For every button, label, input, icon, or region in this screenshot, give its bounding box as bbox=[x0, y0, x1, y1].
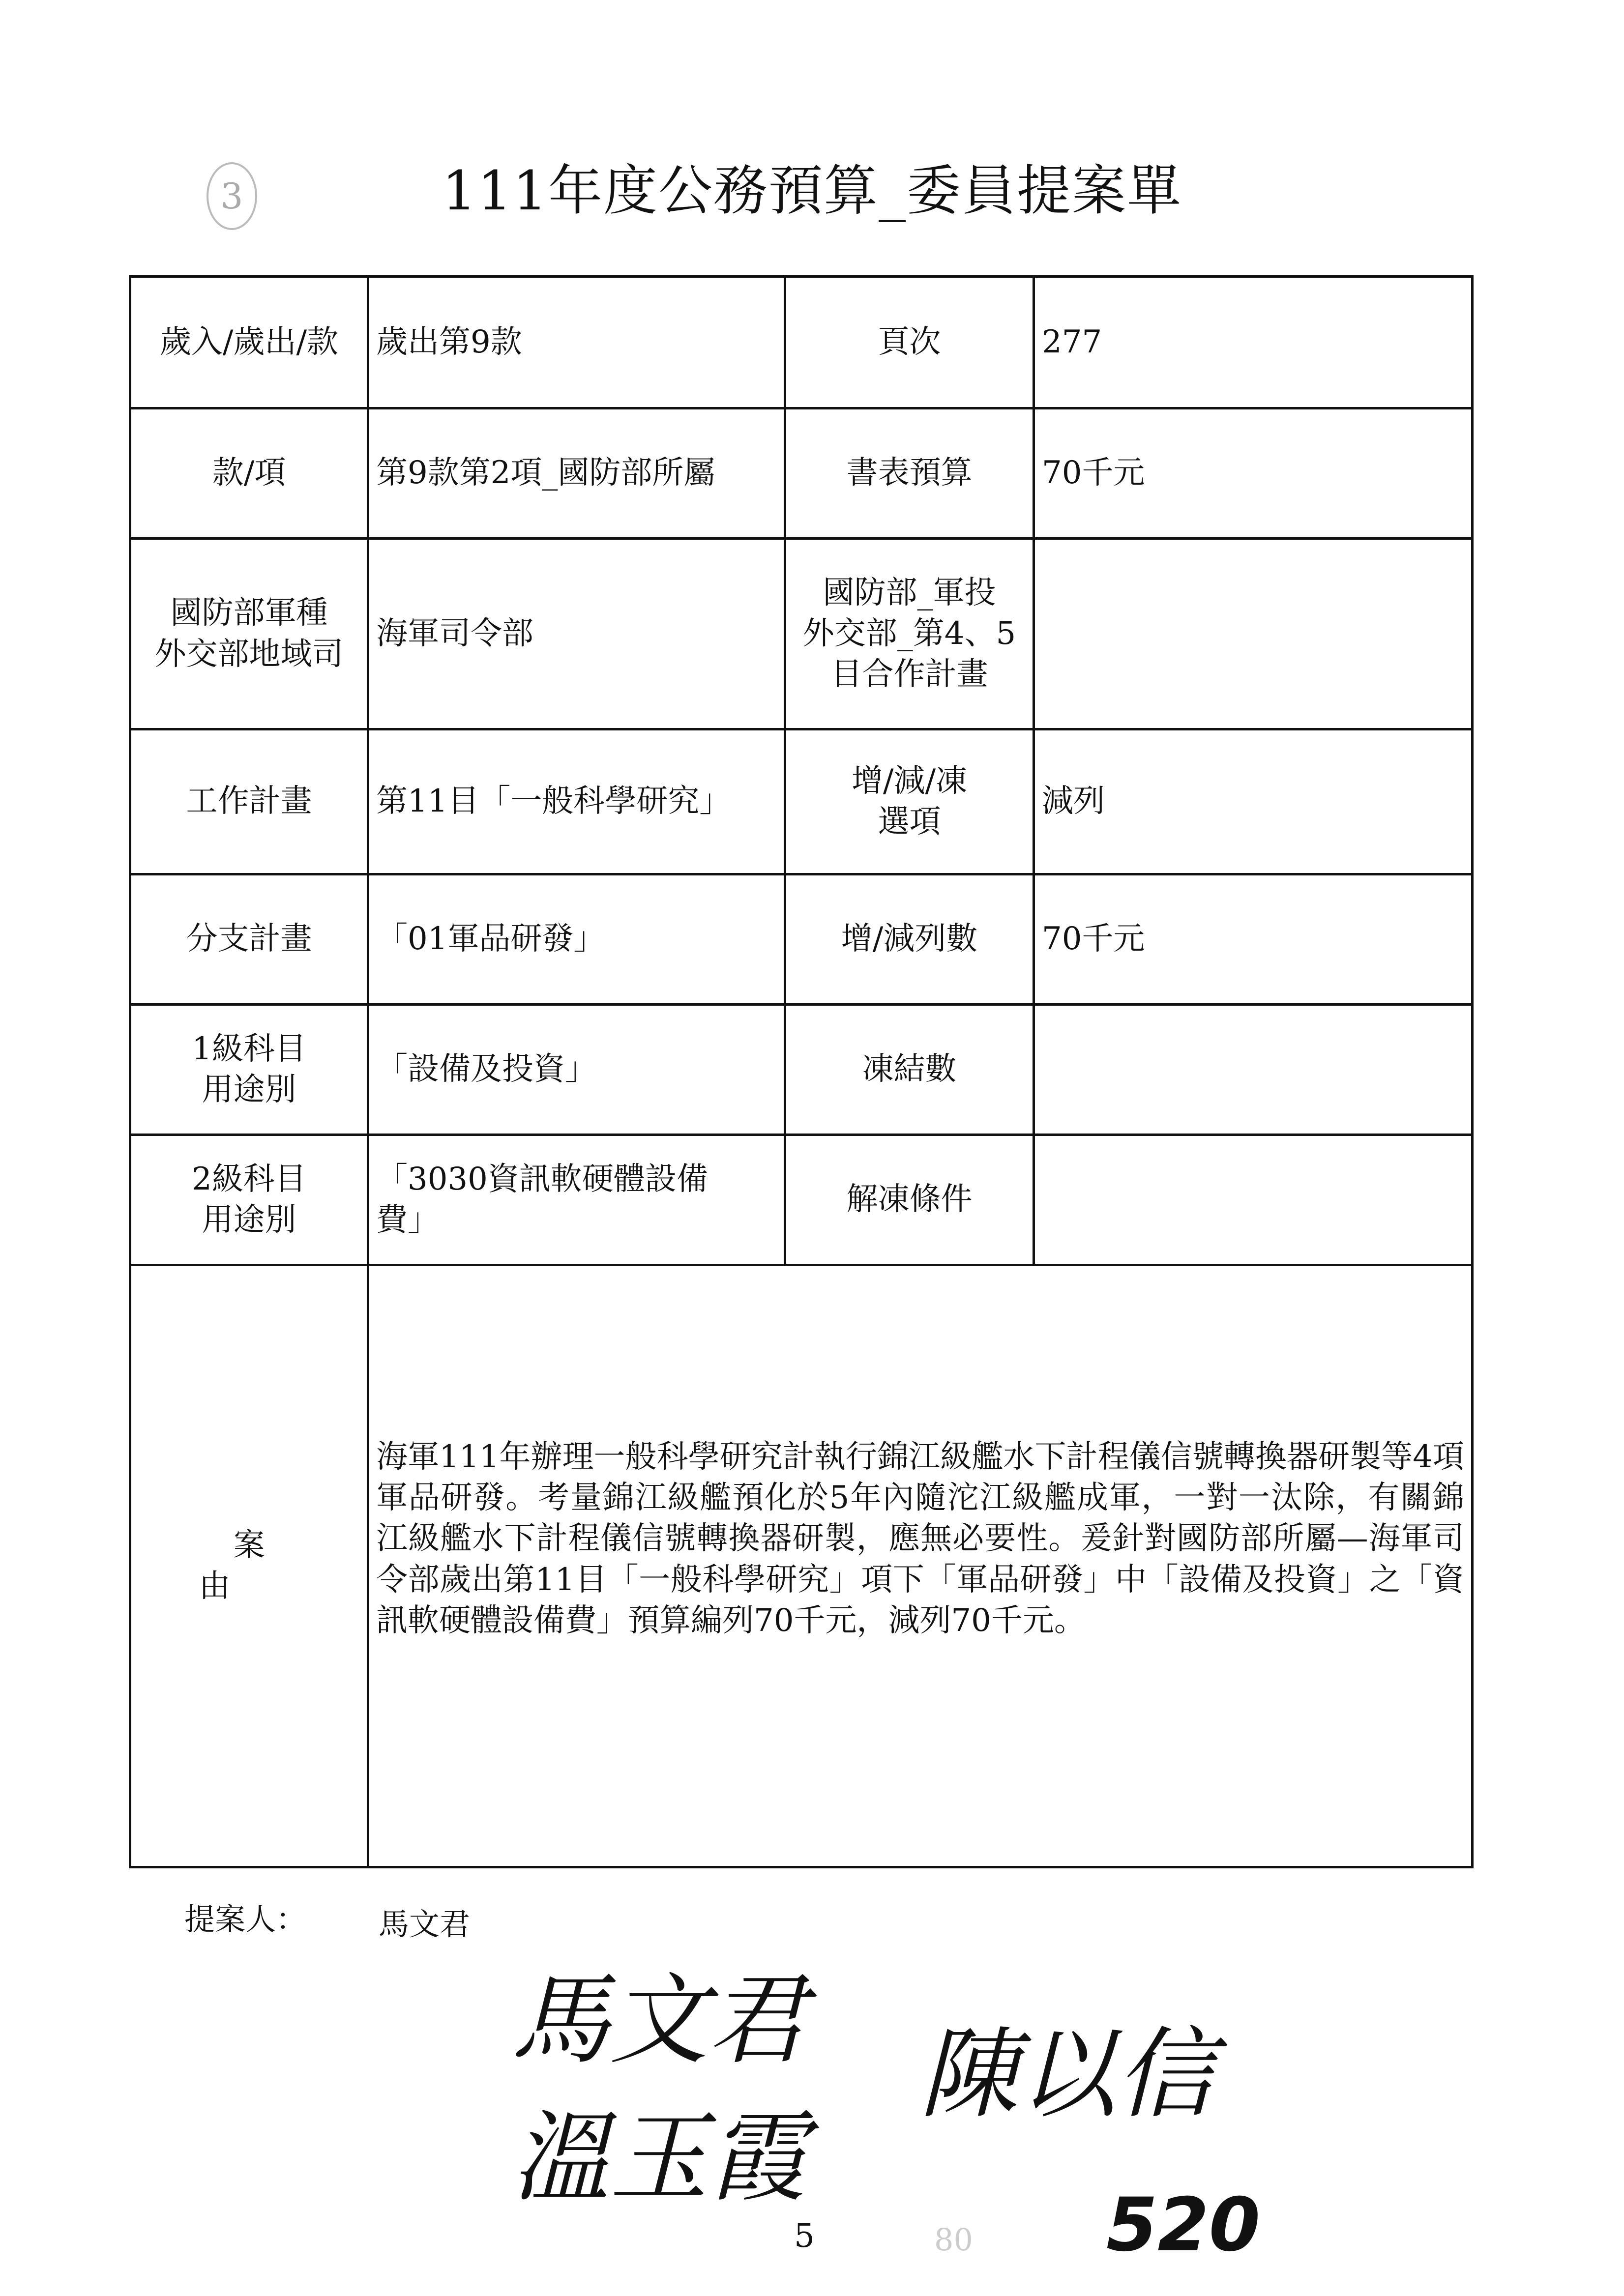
field-value: 70千元 bbox=[1034, 874, 1473, 1005]
field-label: 國防部軍種 外交部地域司 bbox=[130, 539, 368, 729]
field-value: 「3030資訊軟硬體設備 費」 bbox=[368, 1135, 785, 1265]
field-label: 解凍條件 bbox=[785, 1135, 1034, 1265]
proposer-name: 馬文君 bbox=[379, 1906, 471, 1942]
field-value: 277 bbox=[1034, 277, 1473, 408]
table-row bbox=[130, 874, 1473, 1005]
field-label: 增/減列數 bbox=[785, 874, 1034, 1005]
field-label: 款/項 bbox=[130, 408, 368, 539]
field-value: 第11目「一般科學研究」 bbox=[368, 729, 785, 874]
field-label: 增/減/凍 選項 bbox=[785, 729, 1034, 874]
proposer-label: 提案人： bbox=[184, 1901, 307, 1937]
circled-number-mark: 3 bbox=[207, 162, 257, 230]
field-label: 國防部_軍投 外交部_第4、5 目合作計畫 bbox=[785, 539, 1034, 729]
table-row bbox=[130, 539, 1473, 729]
field-value: 減列 bbox=[1034, 729, 1473, 874]
field-value bbox=[1034, 1005, 1473, 1135]
field-label: 2級科目 用途別 bbox=[130, 1135, 368, 1265]
field-label: 凍結數 bbox=[785, 1005, 1034, 1135]
handwritten-batch-number: 520 bbox=[1106, 2182, 1261, 2268]
field-value bbox=[1034, 1135, 1473, 1265]
page-title: 111年度公務預算_委員提案單 bbox=[442, 159, 1182, 222]
field-label: 歲入/歲出/款 bbox=[130, 277, 368, 408]
field-value: 第9款第2項_國防部所屬 bbox=[368, 408, 785, 539]
field-value bbox=[1034, 539, 1473, 729]
table-row bbox=[130, 277, 1473, 408]
reason-label: 案由 bbox=[130, 1265, 368, 1867]
faint-handwritten-mark: 80 bbox=[934, 2222, 973, 2258]
table-row bbox=[130, 729, 1473, 874]
table-row bbox=[130, 1005, 1473, 1135]
page-number: 5 bbox=[794, 2217, 815, 2255]
field-value: 海軍司令部 bbox=[368, 539, 785, 729]
handwritten-signature: 陳以信 bbox=[919, 2017, 1215, 2132]
field-label: 分支計畫 bbox=[130, 874, 368, 1005]
field-value: 「設備及投資」 bbox=[368, 1005, 785, 1135]
reason-text: 海軍111年辦理一般科學研究計執行錦江級艦水下計程儀信號轉換器研製等4項軍品研發。考量錦江級艦預化於5年內隨沱江級艦成軍，一對一汰除，有關錦江級艦水下計程儀信號轉換器研製，應無必要性。爰針對國防部所屬—海軍司令部歲出第11目「一般科學研究」項下「軍品研發」中「設備及投資」之「資訊軟硬體設備費」預算編列70千元，減列70千元。 bbox=[368, 1265, 1473, 1867]
handwritten-signature: 馬文君 bbox=[511, 1963, 807, 2078]
field-value: 歲出第9款 bbox=[368, 277, 785, 408]
table-row bbox=[130, 1265, 1473, 1867]
proposal-form-table bbox=[129, 275, 1474, 1868]
field-label: 頁次 bbox=[785, 277, 1034, 408]
field-label: 工作計畫 bbox=[130, 729, 368, 874]
handwritten-signature: 溫玉霞 bbox=[511, 2101, 807, 2215]
table-row bbox=[130, 1135, 1473, 1265]
field-label: 書表預算 bbox=[785, 408, 1034, 539]
field-label: 1級科目 用途別 bbox=[130, 1005, 368, 1135]
field-value: 70千元 bbox=[1034, 408, 1473, 539]
table-row bbox=[130, 408, 1473, 539]
field-value: 「01軍品研發」 bbox=[368, 874, 785, 1005]
